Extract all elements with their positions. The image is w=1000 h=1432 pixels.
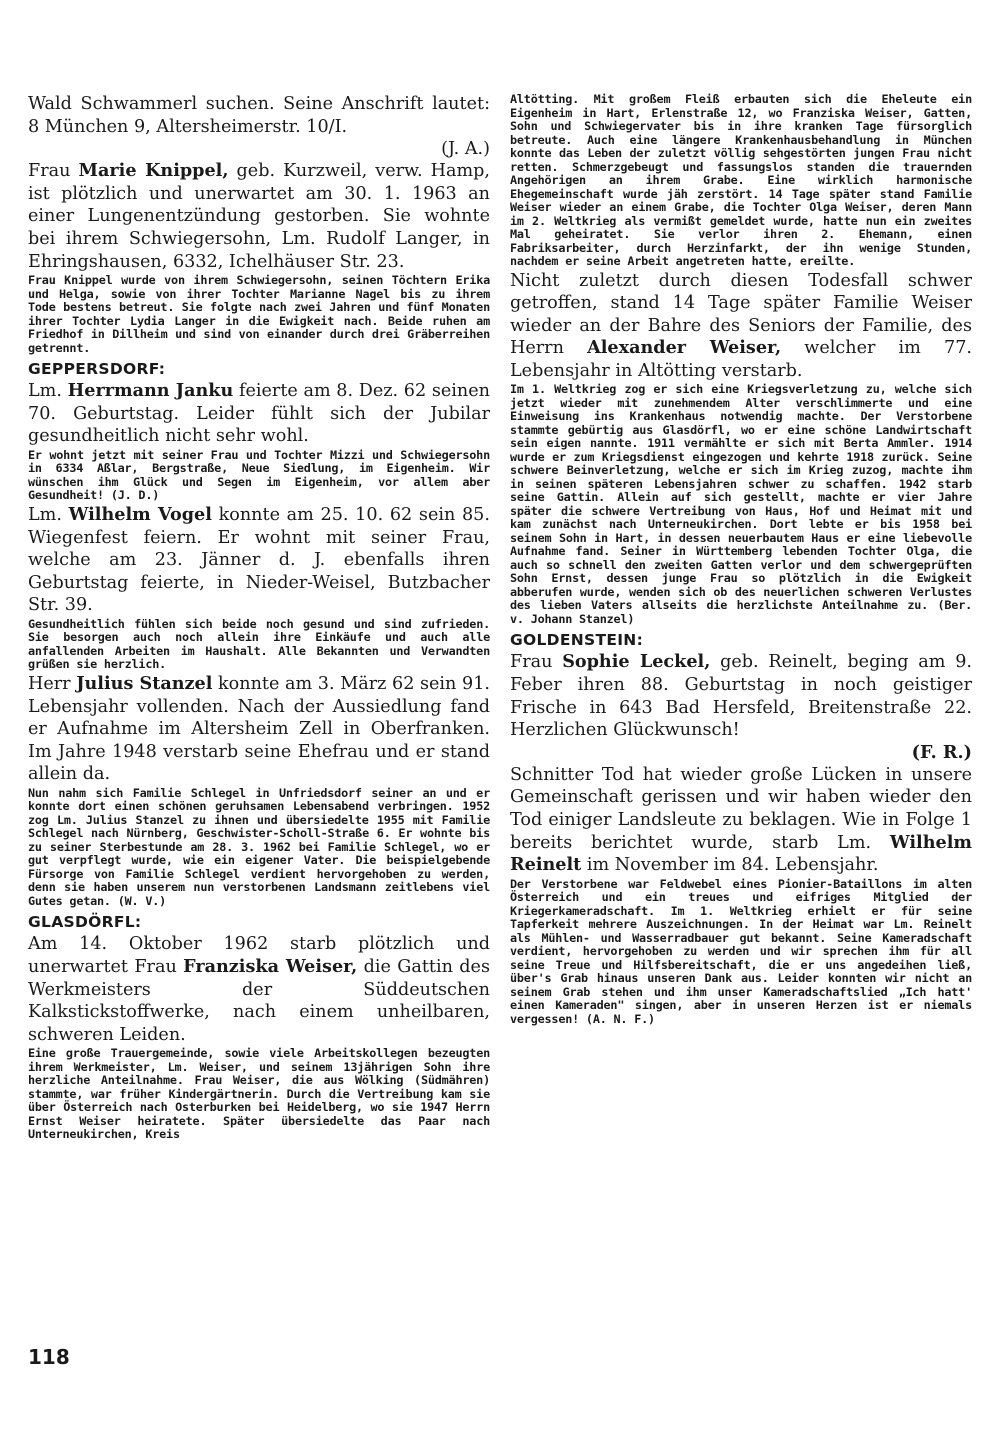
person-name: Franziska Weiser, xyxy=(183,955,358,977)
author-signature: (F. R.) xyxy=(911,741,972,763)
paragraph: Am 14. Oktober 1962 starb plötzlich und unerwartet Frau Franziska Weiser, die Gattin des Werkmeisters der Süddeutschen Kalkstickstoffwerke, nach einem unheilbaren, schweren Leiden. xyxy=(28,934,490,1045)
paragraph: Wald Schwammerl suchen. Seine Anschrift lautet: 8 München 9, Altersheimerstr. 10/I. xyxy=(28,94,490,137)
paragraph: Frau Marie Knippel, geb. Kurzweil, verw. Hamp, ist plötzlich und unerwartet am 30. 1. 1963 an einer Lungenentzündung gestorben. Sie wohnte bei ihrem Schwiegersohn, Lm. Rudolf Langer, in Ehringshausen, 6332, Ichelhäuser Str. 23. xyxy=(28,160,490,272)
small-paragraph: Eine große Trauergemeinde, sowie viele Arbeitskollegen bezeugten ihrem Werkmeister, Lm. Weiser, und seinem 13jährigen Sohn ihre herzliche Anteilnahme. Frau Weiser, die aus Wölking (Südmähren) stammte, war früher Kindergärtnerin. Durch die Vertreibung kam sie über Österreich nach Osterburken bei Heidelberg, wo sie 1947 Herrn Ernst Weiser heiratete. Später übersiedelte das Paar nach Unterneukirchen, Kreis xyxy=(28,1046,490,1142)
paragraph: Lm. Wilhelm Vogel konnte am 25. 10. 62 sein 85. Wiegenfest feiern. Er wohnt mit seiner Frau, welche am 23. Jänner d. J. ebenfalls ihren Geburtstag feierte, in Nieder-Weisel, Butzbacher Str. 39. xyxy=(28,503,490,616)
person-name: Herrmann Janku xyxy=(67,380,234,402)
small-paragraph: Frau Knippel wurde von ihrem Schwiegersohn, seinen Töchtern Erika und Helga, sowie von ihrer Tochter Marianne Nagel bis zu ihrem Tode bestens betreut. Sie folgte nach zwei Jahren und fünf Monaten ihrer Tochter Lydia Langer in die Ewigkeit nach. Beide ruhen am Friedhof in Dillheim und sind von einander durch drei Gräberreihen getrennt. xyxy=(28,273,490,355)
small-paragraph: Nun nahm sich Familie Schlegel in Unfriedsdorf seiner an und er konnte dort einen schönen geruhsamen Lebensabend verbringen. 1952 zog Lm. Julius Stanzel zu ihnen und übersiedelte 1955 mit Familie Schlegel nach Nürnberg, Geschwister-Scholl-Straße 6. Er wohnte bis zu seiner Sterbestunde am 28. 3. 1962 bei Familie Schlegel, wo er gut verpflegt wurde, wie ein eigener Vater. Die beispielgebende Fürsorge von Familie Schlegel verdient hervorgehoben zu werden, denn sie haben unserem nun verstorbenen Landsmann zeitlebens viel Gutes getan. (W. V.) xyxy=(28,785,490,908)
small-paragraph: Im 1. Weltkrieg zog er sich eine Kriegsverletzung zu, welche sich jetzt wieder mit zunehmendem Alter verschlimmerte und eine Einweisung ins Krankenhaus notwendig machte. Der Verstorbene stammte gebürtig aus Glasdörfl, wo er eine schöne Landwirtschaft sein eigen nannte. 1911 vermählte er sich mit Berta Ammler. 1914 wurde er zum Kriegsdienst eingezogen und kehrte 1918 zurück. Seine schwere Beinverletzung, welche er sich im Krieg zuzog, machte ihm in seinen späteren Lebensjahren schwer zu schaffen. 1942 starb seine Gattin. Allein auf sich gestellt, machte er vier Jahre später die schwere Vertreibung von Haus, Hof und Heimat mit und kam zunächst nach Unterneukirchen. Dort lebte er bis 1958 bei seinem Sohn in Hart, in dessen neuerbautem Haus er eine liebevolle Aufnahme fand. Seiner in Württemberg lebenden Tochter Olga, die auch so schnell den zweiten Gatten verlor und dem schwergeprüften Sohn Ernst, dessen junge Frau so plötzlich in die Ewigkeit abberufen wurde, wenden sich ob des neuerlichen schweren Verlustes des lieben Vaters allseits die herzlichste Anteilnahme zu. (Ber. v. Johann Stanzel) xyxy=(510,382,972,626)
person-name: Alexander Weiser, xyxy=(587,337,782,359)
paragraph: Nicht zuletzt durch diesen Todesfall schwer getroffen, stand 14 Tage später Familie Weiser wieder an der Bahre des Seniors der Familie, des Herrn Alexander Weiser, welcher im 77. Lebensjahr in Altötting verstarb. xyxy=(510,270,972,381)
small-paragraph: Altötting. Mit großem Fleiß erbauten sich die Eheleute ein Eigenheim in Hart, Erlenstraße 12, wo Franziska Weiser, Gatten, Sohn und Schwiegervater bis in ihre kranken Tage fürsorglich betreute. Auch eine längere Krankenhausbehandlung in München konnte das Leben der zuletzt völlig sehgestörten jungen Frau nicht retten. Schmerzgebeugt und fassungslos standen die trauernden Angehörigen an ihrem Grabe. Eine wirklich harmonische Ehegemeinschaft wurde jäh zerstört. 14 Tage später stand Familie Weiser wieder an einem Grabe, die Tochter Olga Weiser, deren Mann im 2. Weltkrieg als vermißt gemeldet wurde, hatte nun ein zweites Mal geheiratet. Sie verlor ihren 2. Ehemann, einen Fabriksarbeiter, durch Herzinfarkt, der ihn wenige Stunden, nachdem er seine Arbeit angetreten hatte, ereilte. xyxy=(510,92,972,268)
emphasis: 2. Ehemann, xyxy=(821,227,914,241)
section-heading: GLASDÖRFL: xyxy=(28,913,142,932)
page-number: 118 xyxy=(28,1345,70,1369)
paragraph: Frau Sophie Leckel, geb. Reinelt, beging am 9. Feber ihren 88. Geburtstag in noch geistiger Frische in 643 Bad Hersfeld, Breitenstraße 22. Herzlichen Glückwunsch! xyxy=(510,651,972,741)
right-column xyxy=(510,93,972,1027)
paragraph: Lm. Herrmann Janku feierte am 8. Dez. 62 seinen 70. Geburtstag. Leider fühlt sich der Jubilar gesundheitlich nicht sehr wohl. xyxy=(28,380,490,447)
paragraph: Schnitter Tod hat wieder große Lücken in unsere Gemeinschaft gerissen und wir haben wieder den Tod einiger Landsleute zu beklagen. Wie in Folge 1 bereits berichtet wurde, starb Lm. Wilhelm Reinelt im November im 84. Lebensjahr. xyxy=(510,764,972,876)
person-name: Julius Stanzel xyxy=(76,672,213,694)
section-heading: GOLDENSTEIN: xyxy=(510,631,644,650)
left-column xyxy=(28,93,490,1143)
person-name: Marie Knippel, xyxy=(78,160,229,182)
small-paragraph: Er wohnt jetzt mit seiner Frau und Tochter Mizzi und Schwiegersohn in 6334 Aßlar, Bergstraße, Neue Siedlung, im Eigenheim. Wir wünschen ihm Glück und Segen im Eigenheim, vor allem aber Gesundheit! (J. D.) xyxy=(28,447,490,503)
paragraph: Herr Julius Stanzel konnte am 3. März 62 sein 91. Lebensjahr vollenden. Nach der Aussiedlung fand er Aufnahme im Altersheim Zell in Oberfranken. Im Jahre 1948 verstarb seine Ehefrau und er stand allein da. xyxy=(28,672,490,785)
small-paragraph: Der Verstorbene war Feldwebel eines Pionier-Bataillons im alten Österreich und ein treues und eifriges Mitglied der Kriegerkameradschaft. Im 1. Weltkrieg erhielt er für seine Tapferkeit mehrere Auszeichnungen. In der Heimat war Lm. Reinelt als Mühlen- und Wasserradbauer gut bekannt. Seine Kameradschaft verdient, hervorgehoben zu werden und wir sprechen ihm für all seine Treue und Hilfsbereitschaft, die er uns angedeihen ließ, über's Grab hinaus unseren Dank aus. Leider konnten wir nicht an seinem Grab stehen und ihm unser Kameradschaftslied „Ich hatt' einen Kameraden" singen, aber in unseren Herzen ist er niemals vergessen! (A. N. F.) xyxy=(510,876,972,1026)
person-name: Wilhelm Vogel xyxy=(68,503,212,525)
person-name: Sophie Leckel, xyxy=(562,651,711,673)
author-signature: (J. A.) xyxy=(441,139,490,160)
small-paragraph: Gesundheitlich fühlen sich beide noch gesund und sind zufrieden. Sie besorgen auch noch allein ihre Einkäufe und auch alle anfallenden Arbeiten im Haushalt. Alle Bekannten und Verwandten grüßen sie herzlich. xyxy=(28,616,490,672)
section-heading: GEPPERSDORF: xyxy=(28,360,166,379)
person-name: Wilhelm Reinelt xyxy=(510,831,972,876)
